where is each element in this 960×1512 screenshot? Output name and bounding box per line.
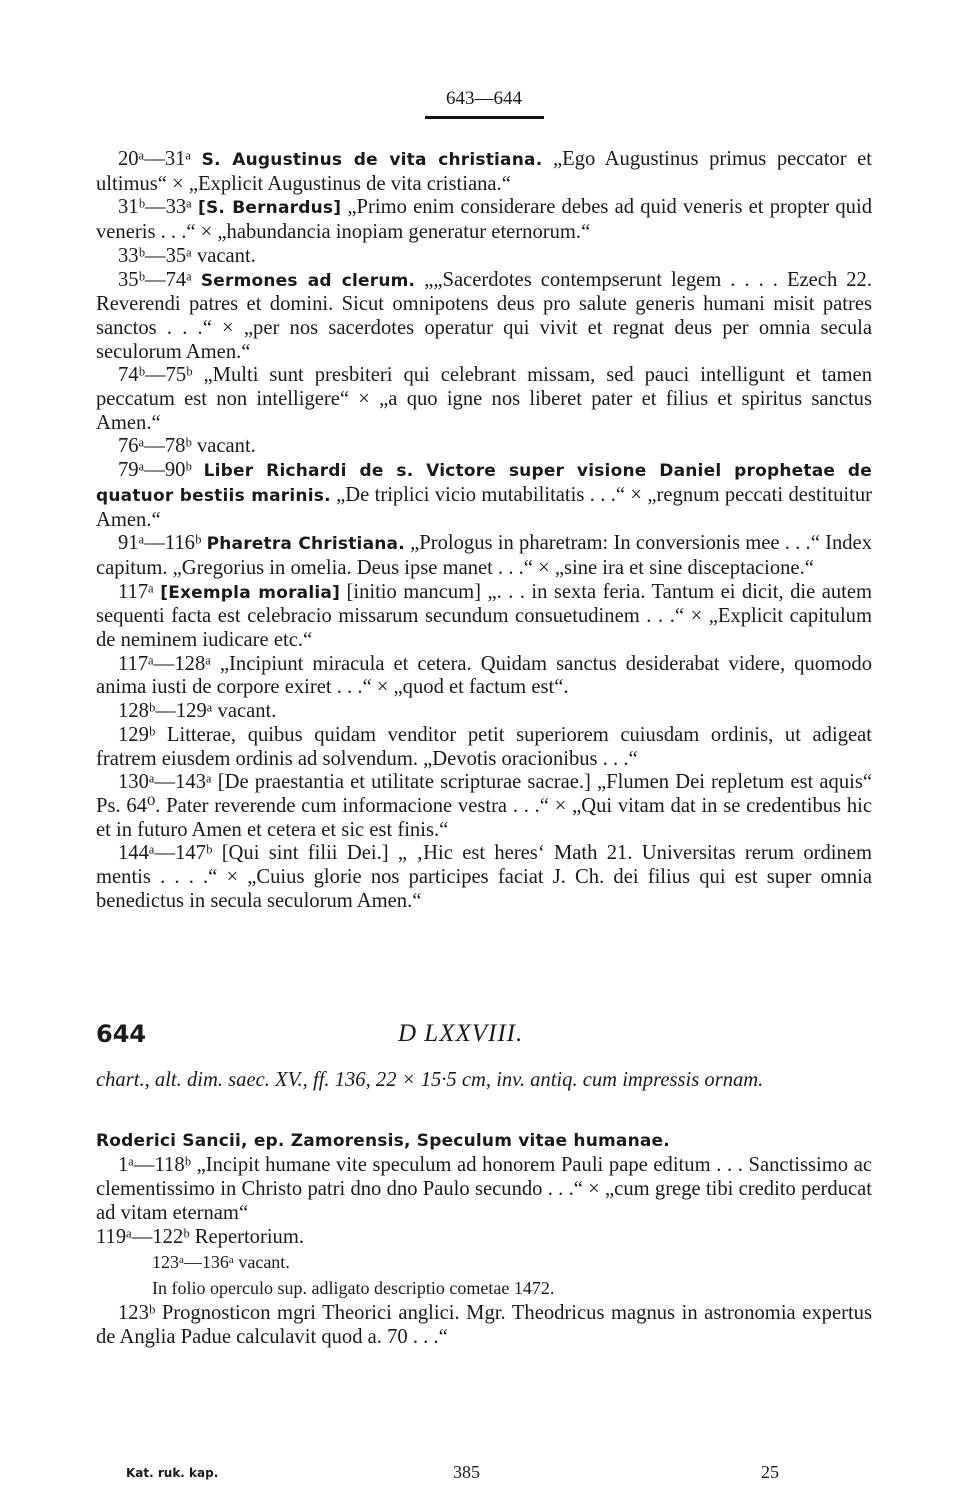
folio-range: 129ᵇ <box>118 723 156 746</box>
item <box>96 1301 872 1349</box>
entry <box>96 364 872 435</box>
entry <box>96 842 872 913</box>
entry <box>96 269 872 365</box>
entry <box>96 148 872 196</box>
entry-text: [Qui sint filii Dei.] „ ‚Hic est heres‘ Math 21. Universitas rerum ordinem mentis . . . .“ × „Cuius glorie nos participes faciat J. Ch. dei filius qui est super omnia benedictus in secula seculorum Amen.“ <box>96 842 872 912</box>
item <box>96 1275 872 1301</box>
folio-range: 1ᵃ—118ᵇ <box>118 1154 192 1176</box>
entry <box>96 532 872 580</box>
item-text: „Incipit humane vite speculum ad honorem Pauli pape editum . . . Sanctissimo ac clementissimo in Christo patri dno dno Paulo secundo . . .“ × „cum grege tibi credito perducat ad vitam eternam“ <box>96 1154 872 1224</box>
footer-right: 25 <box>761 1462 779 1482</box>
folio-range: 35ᵇ—74ᵃ <box>118 268 192 291</box>
folio-range: 31ᵇ—33ᵃ <box>118 196 192 219</box>
entry-title: [Exempla moralia] <box>160 582 341 603</box>
entry-title: Sermones ad clerum. <box>200 270 416 291</box>
entry <box>96 245 872 269</box>
manuscript-number: 644 <box>96 1020 147 1048</box>
folio-range: 130ᵃ—143ᵃ <box>118 771 212 794</box>
entry-title: S. Augustinus de vita christiana. <box>201 150 543 170</box>
entry-text: [De praestantia et utilitate scripturae sacrae.] „Flumen Dei repletum est aquis“ Ps. 64⁰. Pater reverende cum informacione vestra . . .“ × „Qui vitam dat in se credentibus hic et in futuro Amen et cetera et sic est finis.“ <box>96 771 872 841</box>
folio-range: 144ᵃ—147ᵇ <box>118 842 213 865</box>
folio-range: 20ᵃ—31ᵃ <box>118 148 192 170</box>
manuscript-description: chart., alt. dim. saec. XV., ff. 136, 22 × 15·5 cm, inv. antiq. cum impressis ornam. <box>96 1069 764 1091</box>
entry <box>96 653 872 700</box>
manuscript-signature: D LXXVIII. <box>398 1020 524 1047</box>
entry-text: „Primo enim considerare debes ad quid veneris et propter quid veneris . . .“ × „habundancia inopiam generatur eternorum.“ <box>96 196 872 244</box>
folio-range: 123ᵃ—136ᵃ <box>152 1252 234 1272</box>
entry-text: vacant. <box>212 700 277 723</box>
folio-range: 79ᵃ—90ᵇ <box>118 459 192 482</box>
entry-text: vacant. <box>191 435 256 458</box>
entry-text: Litterae, quibus quidam venditor petit superiorem cuiusdam ordinis, ut adigeat fratrem eiusdem ordinis ad solvendum. „Devotis oracionibus . . .“ <box>96 723 872 770</box>
entry-text: „De triplici vicio mutabilitatis . . .“ × „regnum peccati destituitur Amen.“ <box>96 483 873 531</box>
entry <box>96 196 872 244</box>
folio-range: 74ᵇ—75ᵇ <box>118 364 193 387</box>
entry-text: „Ego Augustinus primus peccator et ultimus“ × „Explicit Augustinus de vita cristiana.“ <box>96 148 873 195</box>
item-text: Repertorium. <box>189 1226 305 1248</box>
item-text: vacant. <box>233 1252 290 1272</box>
item <box>96 1225 872 1249</box>
page-header: 643—644 <box>446 88 522 109</box>
manuscript-heading <box>96 1020 872 1054</box>
item-text: Prognosticon mgri Theorici anglici. Mgr. Theodricus magnus in astronomia expertus de Anglia Padue calculavit quod a. 70 . . .“ <box>96 1302 872 1348</box>
folio-range: 119ᵃ—122ᵇ <box>96 1226 190 1248</box>
item <box>96 1249 872 1275</box>
entries-block <box>96 148 872 914</box>
entry-title: Liber Richardi de s. Victore super visione Daniel prophetae de quatuor bestiis marinis. <box>96 461 872 506</box>
entry <box>96 724 872 771</box>
footer-left: Kat. ruk. kap. <box>126 1466 219 1480</box>
entry-text: „„Sacerdotes contempserunt legem . . . . Ezech 22. Reverendi patres et domini. Sicut omnipotens deus pro salute generis humani misit patres sanctos . . .“ × „per nos sacerdotes operatur qui vivit et regnat deus per omnia secula seculorum Amen.“ <box>96 268 872 363</box>
page <box>96 0 872 1512</box>
item <box>96 1153 872 1225</box>
entry-text: „Prologus in pharetram: In conversionis mee . . .“ Index capitum. „Gregorius in omelia. Deus ipse manet . . .“ × „sine ira et sine disceptacione.“ <box>96 532 872 579</box>
folio-range: 117ᵃ <box>118 580 154 603</box>
entry-text: „Incipiunt miracula et cetera. Quidam sanctus desiderabat videre, quomodo anima iusti de corpore exiret . . .“ × „quod et factum est“. <box>96 652 872 699</box>
entry <box>96 581 872 653</box>
folio-range: 91ᵃ—116ᵇ <box>118 532 202 555</box>
entry <box>96 700 872 724</box>
entry <box>96 435 872 459</box>
folio-range: 76ᵃ—78ᵇ <box>118 435 192 458</box>
entry-text: vacant. <box>191 244 256 267</box>
folio-range: 33ᵇ—35ᵃ <box>118 244 192 267</box>
footer-center: 385 <box>453 1462 480 1482</box>
header-rule <box>425 116 544 119</box>
entry-text: [initio mancum] „. . . in sexta feria. Tantum ei dicit, die autem sequenti facta est celebracio missarum secundum consuetudinem . . .“ × „Explicit capitulum de neminem iudicare etc.“ <box>96 580 873 652</box>
entry-title: [S. Bernardus] <box>197 198 342 219</box>
page-footer <box>96 1462 872 1486</box>
folio-range: 117ᵃ—128ᵃ <box>118 652 211 675</box>
entry-text: „Multi sunt presbiteri qui celebrant missam, sed pauci intelligunt et tamen peccatum est non intelligere“ × „a quo igne nos liberet pater et filius et spiritus sanctus Amen.“ <box>96 364 872 434</box>
manuscript-title-text: Roderici Sancii, ep. Zamorensis, Speculum vitae humanae. <box>96 1131 670 1151</box>
item-text: In folio operculo sup. adligato descriptio cometae 1472. <box>152 1278 555 1298</box>
entry-title: Pharetra Christiana. <box>206 534 405 555</box>
entry <box>96 771 872 842</box>
folio-range: 123ᵇ <box>118 1302 156 1324</box>
manuscript-title <box>96 1128 872 1153</box>
entry <box>96 459 872 532</box>
folio-range: 128ᵇ—129ᵃ <box>118 700 213 723</box>
manuscript-contents <box>96 1128 872 1349</box>
